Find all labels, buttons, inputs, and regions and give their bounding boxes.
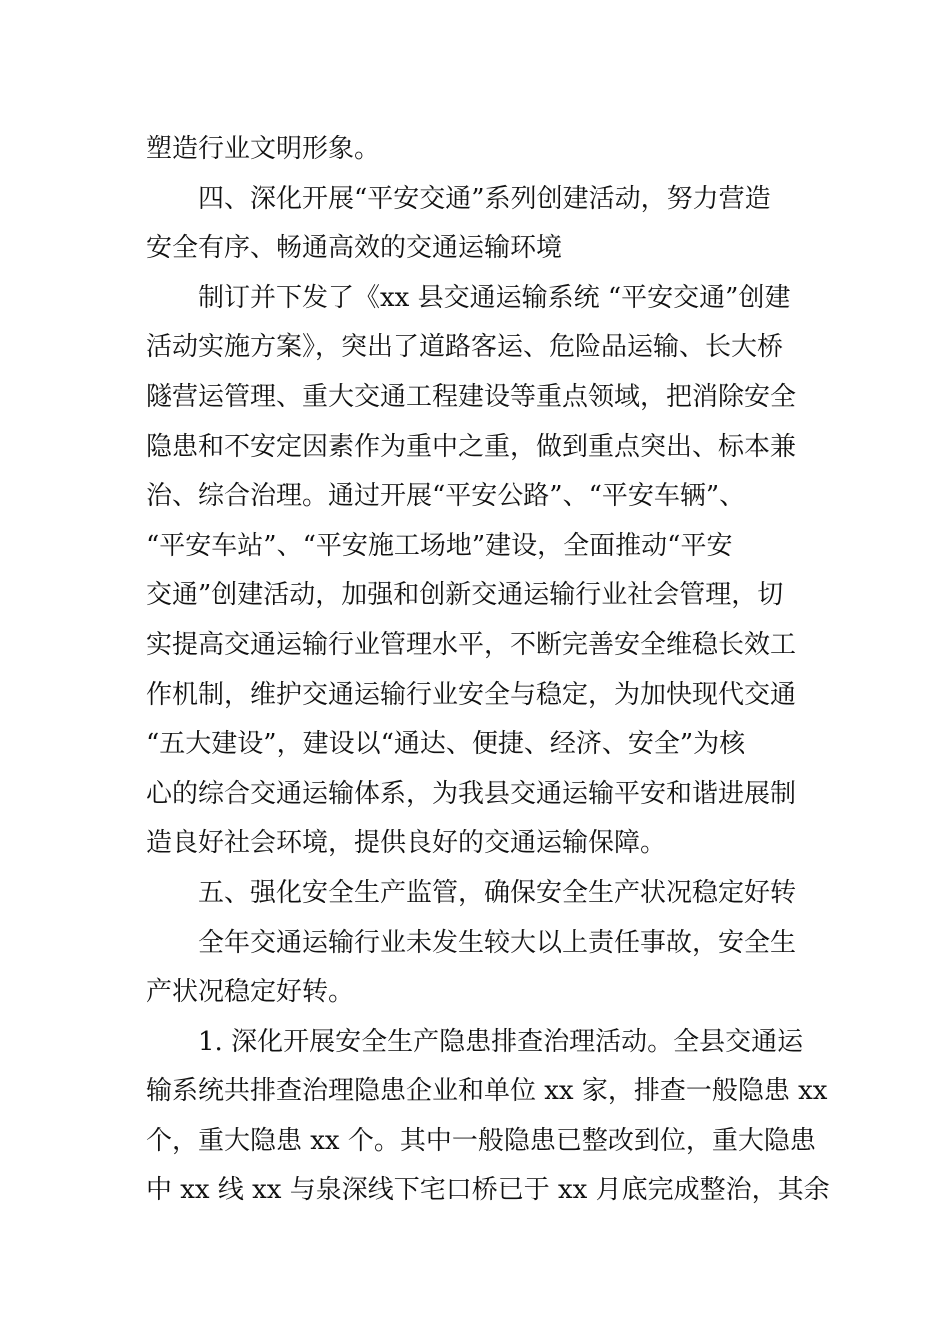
text-line: 塑造行业文明形象。 <box>146 134 381 164</box>
text-line: “五大建设”，建设以“通达、便捷、经济、安全”为核 <box>146 729 746 760</box>
text-line: “平安车站”、“平安施工场地”建设，全面推动“平安 <box>146 530 733 561</box>
document-body <box>146 125 830 1216</box>
text-line: 实提高交通运输行业管理水平，不断完善安全维稳长效工 <box>146 629 797 660</box>
section-heading-four: 四、深化开展“平安交通”系列创建活动，努力营造 <box>198 183 771 214</box>
text-line: 作机制，维护交通运输行业安全与稳定，为加快现代交通 <box>146 679 797 710</box>
text-line: 隧营运管理、重大交通工程建设等重点领域，把消除安全 <box>146 381 797 412</box>
text-line: 输系统共排查治理隐患企业和单位 xx 家，排查一般隐患 xx <box>146 1076 828 1107</box>
text-line: 隐患和不安定因素作为重中之重，做到重点突出、标本兼 <box>146 431 797 462</box>
section-heading-four-cont: 安全有序、畅通高效的交通运输环境 <box>146 233 563 264</box>
text-line: 制订并下发了《xx 县交通运输系统 “平安交通”创建 <box>198 282 791 313</box>
numbered-item-1: 1. 深化开展安全生产隐患排查治理活动。全县交通运 <box>198 1026 804 1057</box>
text-line: 造良好社会环境，提供良好的交通运输保障。 <box>146 828 667 859</box>
text-line: 个，重大隐患 xx 个。其中一般隐患已整改到位，重大隐患 <box>146 1125 816 1156</box>
section-heading-five: 五、强化安全生产监管，确保安全生产状况稳定好转 <box>198 877 797 908</box>
text-line: 产状况稳定好转。 <box>146 977 355 1008</box>
text-line: 全年交通运输行业未发生较大以上责任事故，安全生 <box>198 927 797 958</box>
text-line: 中 xx 线 xx 与泉深线下宅口桥已于 xx 月底完成整治，其余 <box>146 1175 830 1206</box>
text-line: 心的综合交通运输体系，为我县交通运输平安和谐进展制 <box>146 778 797 809</box>
text-line: 活动实施方案》，突出了道路客运、危险品运输、长大桥 <box>146 332 784 363</box>
text-line: 治、综合治理。通过开展“平安公路”、“平安车辆”、 <box>146 481 746 512</box>
text-line: 交通”创建活动，加强和创新交通运输行业社会管理，切 <box>146 580 784 611</box>
